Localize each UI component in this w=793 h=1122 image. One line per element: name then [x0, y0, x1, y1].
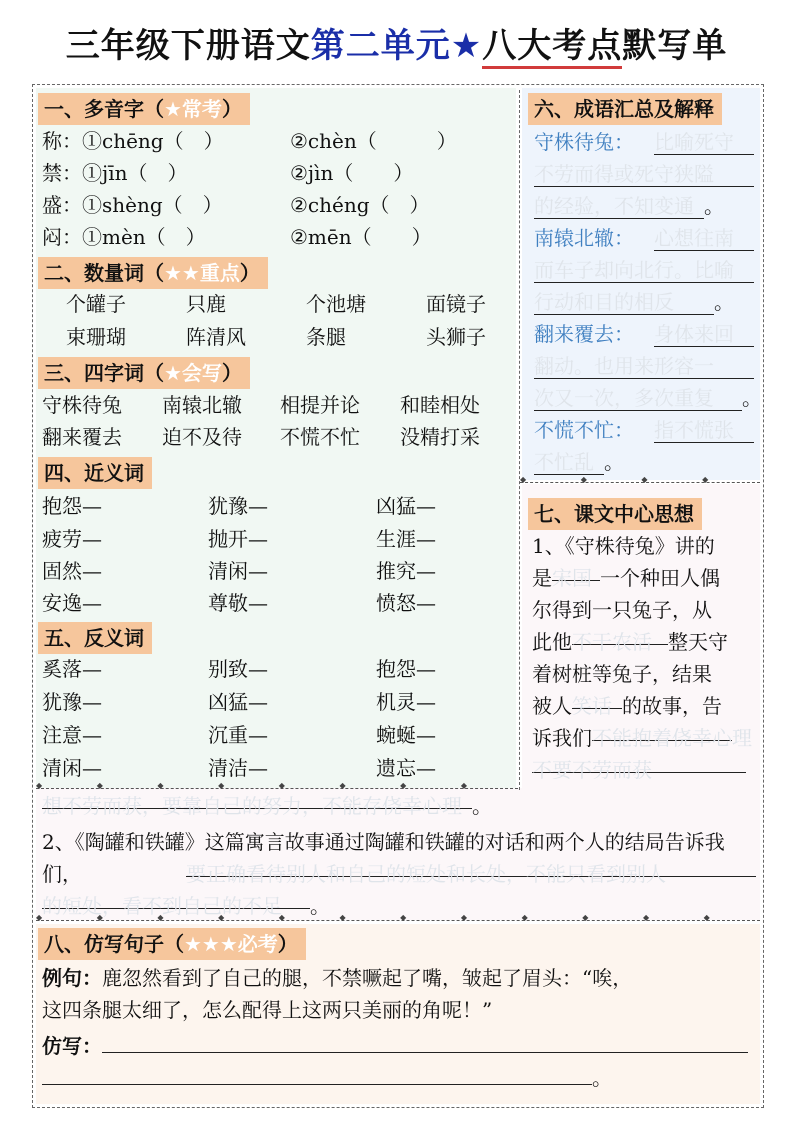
- answer-line: 不忙乱: [534, 450, 604, 475]
- theme-text: 诉我们不能抱着侥幸心理: [532, 722, 732, 754]
- antonym-item: 沉重—: [208, 723, 268, 747]
- measure-word: 只鹿: [186, 292, 226, 316]
- answer-line: 翻动。也用来形容一: [534, 354, 754, 379]
- poly-row: 禁：①jīn（ ）: [42, 161, 188, 185]
- poly-row: 盛：①shèng（ ）: [42, 193, 223, 217]
- measure-word: 头狮子: [426, 325, 486, 349]
- answer-line: 指不慌张: [654, 418, 754, 443]
- idiom-label: 翻来覆去：: [534, 322, 634, 346]
- answer-line: 而车子却向北行。比喻: [534, 258, 754, 283]
- section7-heading: 七、课文中心思想: [528, 498, 702, 530]
- theme-continue: 想不劳而获，要靠自己的努力，不能存侥幸心理 。: [42, 790, 492, 822]
- theme-text: 被人笑话 的故事，告: [532, 690, 722, 722]
- idiom-label: 南辕北辙：: [534, 226, 634, 250]
- four-char-word: 南辕北辙: [162, 393, 242, 417]
- measure-word: 束珊瑚: [66, 325, 126, 349]
- measure-word: 条腿: [306, 325, 346, 349]
- theme-text: 1、《守株待兔》讲的: [532, 534, 715, 558]
- divider-left: [36, 788, 518, 789]
- section2-heading: 二、数量词（★★重点）: [38, 257, 268, 289]
- period: 。: [714, 290, 734, 314]
- page-title: [0, 18, 793, 67]
- synonym-item: 生涯—: [376, 527, 436, 551]
- theme-text: 不要不劳而获: [532, 754, 746, 786]
- synonym-item: 抱怨—: [42, 494, 102, 518]
- four-char-word: 迫不及待: [162, 425, 242, 449]
- title-part1: 三年级下册语文: [65, 26, 311, 66]
- measure-word: 个池塘: [306, 292, 366, 316]
- title-part5: 默写单: [622, 26, 728, 66]
- theme-text: 着树桩等兔子，结果: [532, 662, 712, 686]
- antonym-item: 抱怨—: [376, 657, 436, 681]
- synonym-item: 清闲—: [208, 559, 268, 583]
- poly-row-b: ②jìn（ ）: [290, 161, 414, 185]
- antonym-item: 凶猛—: [208, 690, 268, 714]
- theme-answer-2b: 的短处，看不到自己的不足 。: [42, 890, 330, 922]
- antonym-item: 别致—: [208, 657, 268, 681]
- poly-row-b: ②mēn（ ）: [290, 225, 432, 249]
- antonym-item: 遗忘—: [376, 756, 436, 780]
- idiom-label: 守株待兔：: [534, 130, 634, 154]
- measure-word: 个罐子: [66, 292, 126, 316]
- section4-heading: 四、近义词: [38, 457, 152, 489]
- section1-heading: 一、多音字（★常考）: [38, 93, 250, 125]
- measure-word: 面镜子: [426, 292, 486, 316]
- title-star: ★: [450, 26, 483, 66]
- antonym-item: 清闲—: [42, 756, 102, 780]
- idiom-label: 不慌不忙：: [534, 418, 634, 442]
- synonym-item: 固然—: [42, 559, 102, 583]
- measure-word: 阵清风: [186, 325, 246, 349]
- four-char-word: 没精打采: [400, 425, 480, 449]
- synonym-item: 凶猛—: [376, 494, 436, 518]
- antonym-item: 机灵—: [376, 690, 436, 714]
- imitation-answer-1[interactable]: [102, 1034, 748, 1053]
- theme-text: 是宋国 一个种田人偶: [532, 562, 720, 594]
- theme-text: 此他不干农活 整天守: [532, 626, 728, 658]
- four-char-word: 不慌不忙: [280, 425, 360, 449]
- theme-text-2: 2、《陶罐和铁罐》这篇寓言故事通过陶罐和铁罐的对话和两个人的结局告诉我们，: [42, 830, 725, 886]
- four-char-word: 守株待兔: [42, 393, 122, 417]
- four-char-word: 和睦相处: [400, 393, 480, 417]
- vertical-divider: [519, 90, 520, 790]
- answer-line: 比喻死守: [654, 130, 754, 155]
- period: 。: [604, 450, 624, 474]
- answer-line: 行动和目的相反: [534, 290, 714, 315]
- synonym-item: 抛开—: [208, 527, 268, 551]
- theme-answer-2a: 要正确看待别人和自己的短处和长处，不能只看到别人: [186, 858, 756, 890]
- theme-text: 尔得到一只兔子，从: [532, 598, 712, 622]
- example-sentence: 例句：鹿忽然看到了自己的腿，不禁噘起了嘴，皱起了眉头：“唉，: [42, 966, 633, 990]
- example-sentence-2: 这四条腿太细了，怎么配得上这两只美丽的角呢！”: [42, 998, 493, 1022]
- period: 。: [742, 386, 762, 410]
- title-part2: 第二单元: [310, 26, 451, 66]
- poly-row-b: ②chéng（ ）: [290, 193, 430, 217]
- four-char-word: 相提并论: [280, 393, 360, 417]
- synonym-item: 安逸—: [42, 591, 102, 615]
- synonym-item: 犹豫—: [208, 494, 268, 518]
- period: 。: [704, 194, 724, 218]
- antonym-item: 清洁—: [208, 756, 268, 780]
- poly-row: 闷：①mèn（ ）: [42, 225, 206, 249]
- answer-line: 次又一次，多次重复: [534, 386, 742, 411]
- answer-line: 身体来回: [654, 322, 754, 347]
- poly-row-b: ②chèn（ ）: [290, 129, 457, 153]
- antonym-item: 奚落—: [42, 657, 102, 681]
- synonym-item: 疲劳—: [42, 527, 102, 551]
- imitation-line-2: 。: [42, 1062, 612, 1094]
- answer-line: 不劳而得或死守狭隘: [534, 162, 754, 187]
- title-part4: 八大考点: [482, 26, 622, 69]
- poly-row: 称：①chēng（ ）: [42, 129, 224, 153]
- antonym-item: 注意—: [42, 723, 102, 747]
- imitation-answer-2[interactable]: [42, 1066, 592, 1085]
- synonym-item: 尊敬—: [208, 591, 268, 615]
- section3-heading: 三、四字词（★会写）: [38, 357, 250, 389]
- answer-line: 心想往南: [654, 226, 754, 251]
- antonym-item: 蜿蜒—: [376, 723, 436, 747]
- section5-heading: 五、反义词: [38, 622, 152, 654]
- answer-line: 的经验，不知变通: [534, 194, 704, 219]
- antonym-item: 犹豫—: [42, 690, 102, 714]
- synonym-item: 推究—: [376, 559, 436, 583]
- section6-heading: 六、成语汇总及解释: [528, 93, 722, 125]
- section8-heading: 八、仿写句子（★★★必考）: [38, 928, 306, 960]
- divider-right: [520, 482, 760, 483]
- synonym-item: 愤怒—: [376, 591, 436, 615]
- imitation-line: 仿写：: [42, 1030, 748, 1062]
- four-char-word: 翻来覆去: [42, 425, 122, 449]
